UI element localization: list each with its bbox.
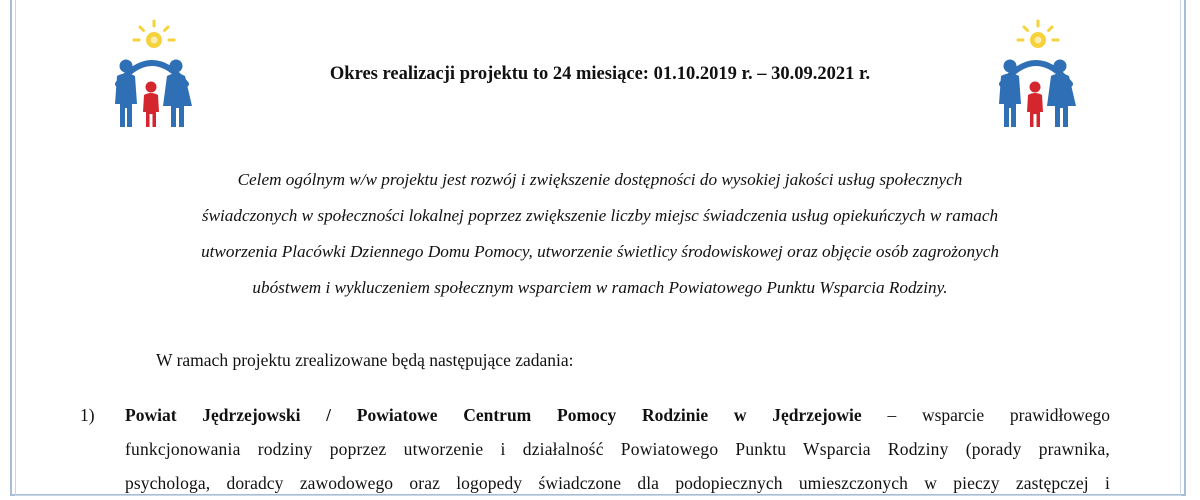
task-line: funkcjonowania rodziny poprzez utworzenie i działalność Powiatowego Punktu Wsparcia Rodziny (porady prawnika,: [125, 439, 1110, 459]
tasks-intro: W ramach projektu zrealizowane będą następujące zadania:: [156, 350, 574, 370]
goal-line: ubóstwem i wykluczeniem społecznym wsparciem w ramach Powiatowego Punktu Wsparcia Rodziny.: [252, 278, 948, 297]
goal-line: świadczonych w społeczności lokalnej poprzez zwiększenie liczby miejsc świadczenia usług opiekuńczych w ramach: [201, 206, 999, 225]
task-organization: Powiat Jędrzejowski / Powiatowe Centrum Pomocy Rodzinie w Jędrzejowie: [125, 405, 862, 425]
project-period-heading: Okres realizacji projektu to 24 miesiące: 01.10.2019 r. – 30.09.2021 r.: [329, 64, 871, 84]
goal-line: utworzenia Placówki Dziennego Domu Pomocy, utworzenie świetlicy środowiskowej oraz objęcie osób zagrożonych: [201, 242, 999, 261]
sun-icon: [1018, 21, 1058, 48]
child-icon: [1027, 82, 1043, 128]
task-line-rest: – wsparcie prawidłowego: [861, 405, 1111, 425]
child-icon: [143, 82, 159, 128]
task-description: [125, 398, 1110, 500]
task-line: psychologa, doradcy zawodowego oraz logopedy świadczone dla podopiecznych umieszczonych w pieczy zastępczej i: [125, 473, 1110, 493]
task-number: 1): [80, 405, 95, 425]
project-goal-paragraph: [100, 162, 1100, 306]
family-house-sun-icon: [104, 16, 200, 128]
task-item: [80, 398, 1110, 500]
task-line: [125, 398, 1110, 432]
sun-icon: [134, 21, 174, 48]
goal-line: Celem ogólnym w/w projektu jest rozwój i zwiększenie dostępności do wysokiej jakości usług społecznych: [237, 170, 963, 189]
